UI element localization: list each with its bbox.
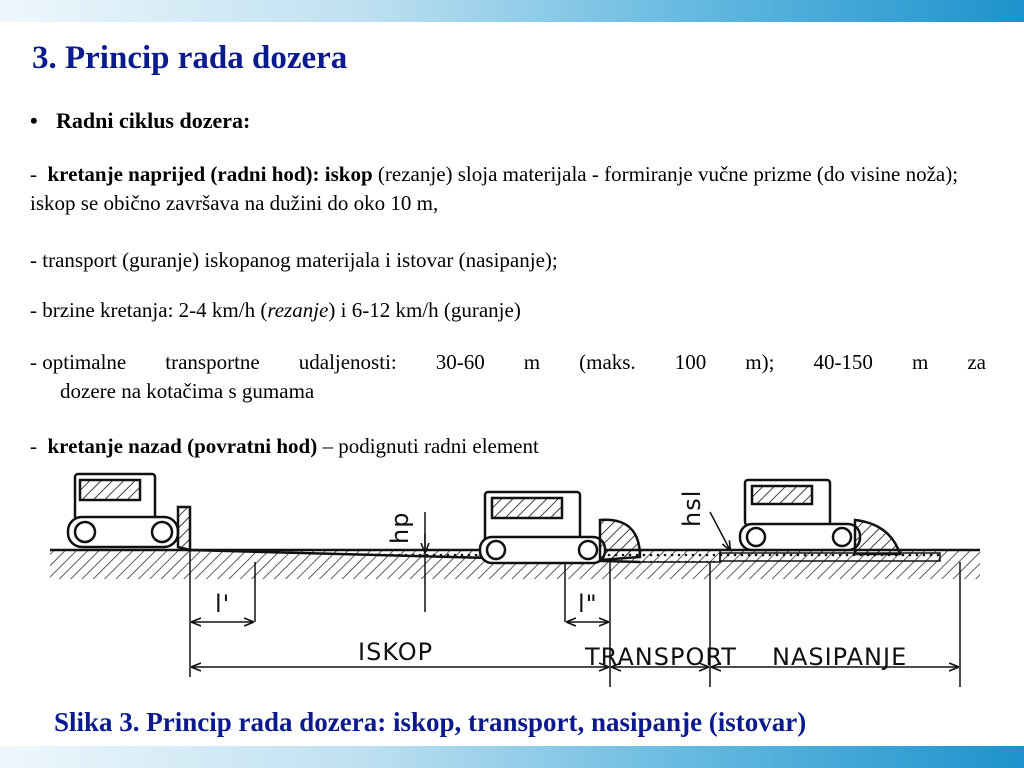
bullet-marker: •	[30, 108, 38, 133]
dozer-2	[480, 492, 640, 563]
bottom-decorative-bar	[0, 746, 1024, 768]
bullet-heading: Radni ciklus dozera:	[56, 108, 251, 133]
dozer-1	[68, 474, 190, 550]
dozer-3	[740, 480, 900, 554]
label-iskop: ISKOP	[358, 638, 434, 666]
bullet-heading-line	[30, 108, 250, 134]
l-prime-dimension	[192, 590, 253, 622]
p3-suffix: ) i 6-12 km/h (guranje)	[328, 298, 521, 322]
p4-line2: dozere na kotačima s gumama	[60, 379, 315, 403]
p4-word: 40-150	[813, 350, 873, 374]
label-hp: hp	[386, 511, 414, 544]
label-transport: TRANSPORT	[585, 643, 737, 671]
paragraph-speeds	[30, 296, 521, 325]
label-nasipanje: NASIPANJE	[772, 643, 908, 671]
p4-word: m	[911, 350, 929, 374]
p4-word: m	[523, 350, 541, 374]
p5-bold: kretanje nazad (povratni hod)	[47, 434, 318, 458]
p1-bold: kretanje naprijed (radni hod): iskop	[47, 162, 373, 186]
p4-word: udaljenosti:	[298, 350, 397, 374]
paragraph-forward-motion	[30, 160, 992, 218]
bottom-dimensions	[192, 638, 958, 671]
p4-word: 30-60	[435, 350, 485, 374]
label-hsl: hsl	[678, 489, 706, 527]
p4-word: 100	[674, 350, 707, 374]
dozer-cycle-figure	[40, 462, 990, 702]
p3-italic: rezanje	[267, 298, 329, 322]
p4-word: m);	[745, 350, 775, 374]
p4-word: za	[967, 350, 986, 374]
p4-word: (maks.	[579, 350, 636, 374]
top-decorative-bar	[0, 0, 1024, 22]
paragraph-return-motion	[30, 432, 539, 461]
slide-title: 3. Princip rada dozera	[32, 40, 348, 76]
paragraph-transport: - transport (guranje) iskopanog materijala i istovar (nasipanje);	[30, 248, 558, 272]
figure-caption: Slika 3. Princip rada dozera: iskop, transport, nasipanje (istovar)	[54, 707, 807, 737]
l-double-prime-dimension	[567, 590, 608, 622]
label-l-double-prime: l"	[578, 590, 598, 618]
p4-line1	[30, 348, 986, 377]
p3-prefix: - brzine kretanja: 2-4 km/h (	[30, 298, 268, 322]
label-l-prime: l'	[215, 590, 231, 618]
p1-text: (rezanje) sloja materijala - formiranje vučne prizme (do visine noža); iskop se obično završava na dužini do oko 10 m,	[30, 162, 959, 215]
p5-dash: -	[30, 434, 37, 458]
p5-text: – podignuti radni element	[317, 434, 539, 458]
p4-word: - optimalne	[30, 350, 127, 374]
paragraph-optimal-distances	[30, 348, 986, 406]
p1-dash: -	[30, 162, 37, 186]
hsl-dimension	[678, 490, 730, 550]
p4-word: transportne	[165, 350, 260, 374]
